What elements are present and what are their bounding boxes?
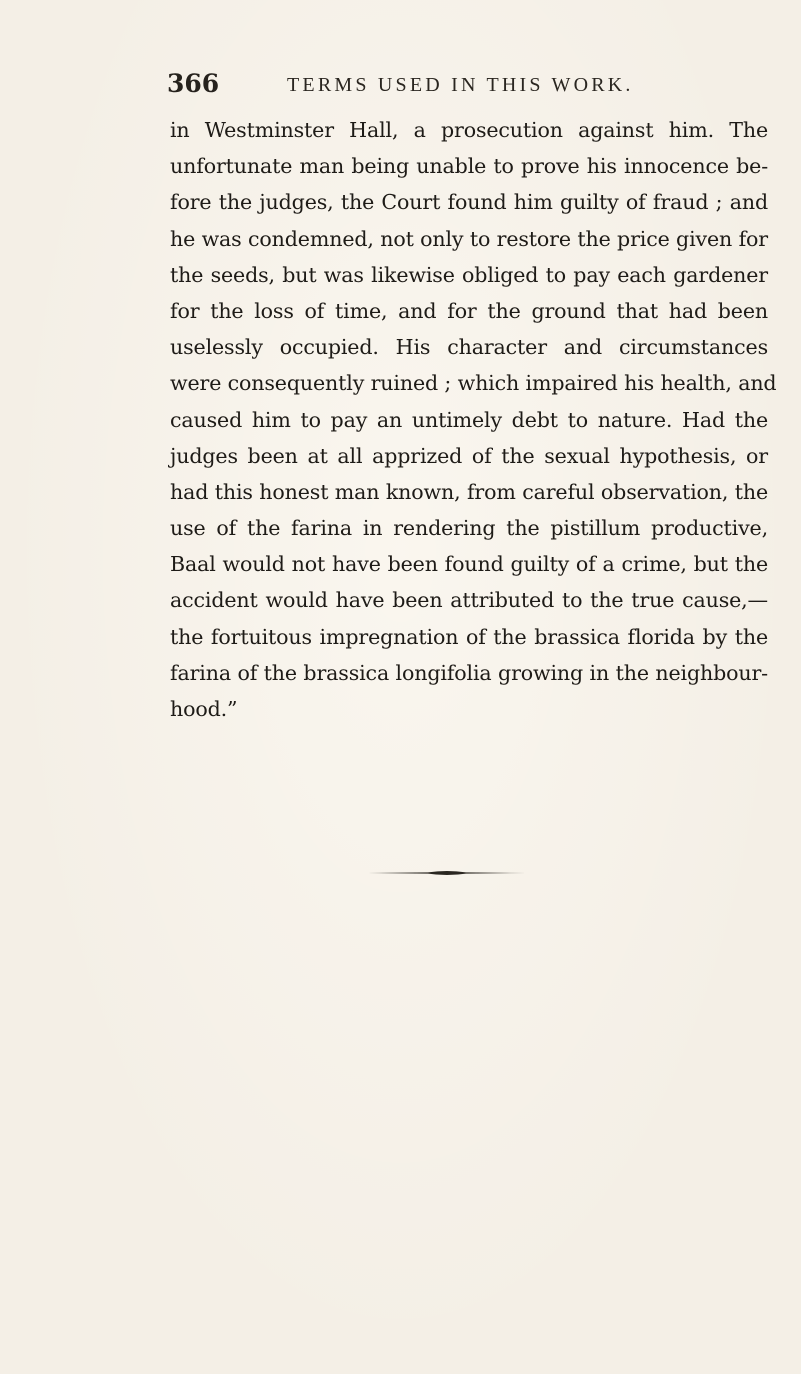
running-title: TERMS USED IN THIS WORK. [287,74,634,96]
text-line: the fortuitous impregnation of the brassica florida by the [170,624,768,649]
text-line: in Westminster Hall, a prosecution against him. The [170,118,768,142]
text-line: judges been at all apprized of the sexual hypothesis, or [170,443,768,468]
text-line: the seeds, but was likewise obliged to pay each gardener [170,262,768,287]
text-line: had this honest man known, from careful observation, the [170,479,768,504]
tapered-rule-ornament-icon [368,869,526,877]
page-number: 366 [167,69,220,98]
text-line: were consequently ruined ; which impaired his health, and [170,371,777,396]
running-head [167,66,687,102]
text-line: farina of the brassica longifolia growing in the neighbour- [170,660,768,685]
text-line: accident would have been attributed to the true cause,— [170,588,768,613]
text-line: caused him to pay an untimely debt to nature. Had the [170,407,768,432]
text-line: for the loss of time, and for the ground that had been [170,298,768,323]
text-line: Baal would not have been found guilty of a crime, but the [170,552,768,577]
text-line: fore the judges, the Court found him guilty of fraud ; and [170,190,768,215]
text-line: he was condemned, not only to restore the price given for [170,226,768,251]
text-line: unfortunate man being unable to prove his innocence be- [170,154,768,179]
text-line: use of the farina in rendering the pistillum productive, [170,516,768,541]
body-paragraph [170,112,777,727]
text-line: hood.” [170,697,238,721]
text-line: uselessly occupied. His character and circumstances [170,335,768,360]
